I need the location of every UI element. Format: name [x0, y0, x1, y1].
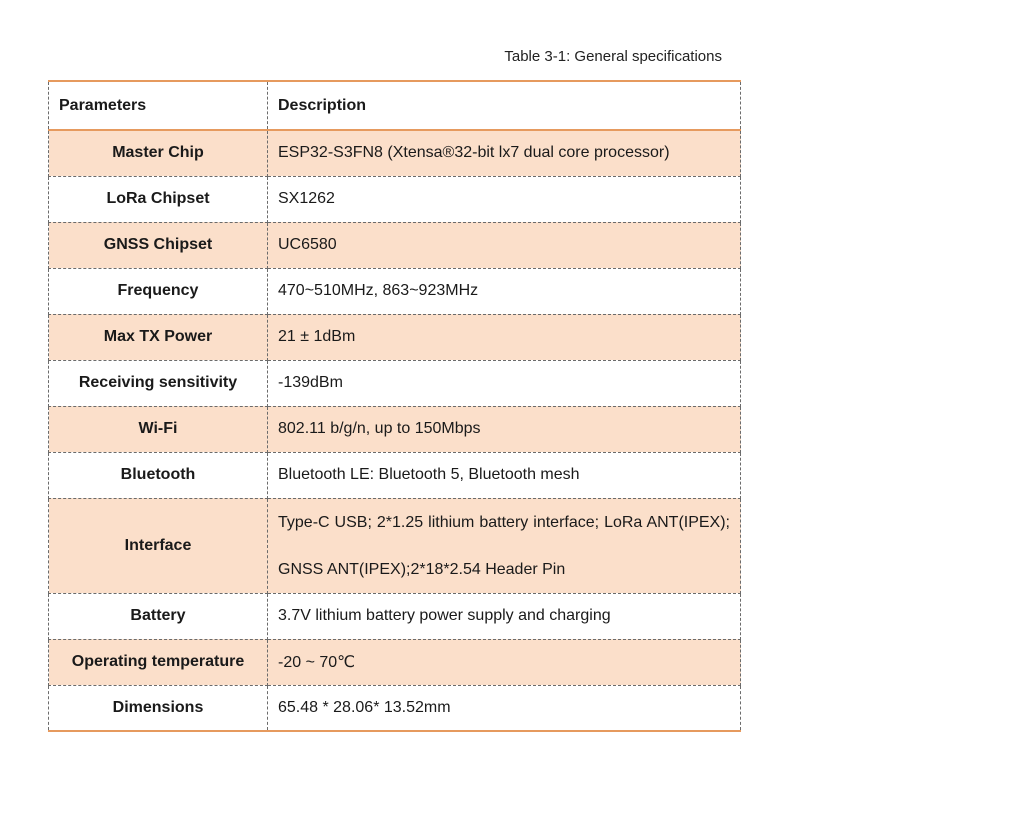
table-row: [49, 639, 741, 685]
desc-operating-temperature: -20 ~ 70℃: [268, 639, 741, 685]
table-row: [49, 360, 741, 406]
table-row: [49, 452, 741, 498]
param-max-tx-power: Max TX Power: [49, 314, 268, 360]
table-row: [49, 593, 741, 639]
param-dimensions: Dimensions: [49, 685, 268, 731]
table-row: [49, 406, 741, 452]
table-header-row: [49, 81, 741, 130]
param-operating-temperature: Operating temperature: [49, 639, 268, 685]
table-row: [49, 130, 741, 176]
param-interface: Interface: [49, 498, 268, 593]
param-frequency: Frequency: [49, 268, 268, 314]
param-wifi: Wi-Fi: [49, 406, 268, 452]
param-master-chip: Master Chip: [49, 130, 268, 176]
desc-dimensions: 65.48 * 28.06* 13.52mm: [268, 685, 741, 731]
table-row: [49, 498, 741, 593]
desc-bluetooth: Bluetooth LE: Bluetooth 5, Bluetooth mesh: [268, 452, 741, 498]
table-row: [49, 685, 741, 731]
desc-interface: Type-C USB; 2*1.25 lithium battery interface; LoRa ANT(IPEX); GNSS ANT(IPEX);2*18*2.54 Header Pin: [268, 498, 741, 593]
table-row: [49, 314, 741, 360]
general-specifications-table: [48, 80, 741, 732]
table-row: [49, 176, 741, 222]
desc-max-tx-power: 21 ± 1dBm: [268, 314, 741, 360]
table-row: [49, 222, 741, 268]
desc-master-chip: ESP32-S3FN8 (Xtensa®32-bit lx7 dual core processor): [268, 130, 741, 176]
desc-wifi: 802.11 b/g/n, up to 150Mbps: [268, 406, 741, 452]
desc-frequency: 470~510MHz, 863~923MHz: [268, 268, 741, 314]
desc-battery: 3.7V lithium battery power supply and charging: [268, 593, 741, 639]
param-lora-chipset: LoRa Chipset: [49, 176, 268, 222]
desc-receiving-sensitivity: -139dBm: [268, 360, 741, 406]
param-gnss-chipset: GNSS Chipset: [49, 222, 268, 268]
table-row: [49, 268, 741, 314]
param-battery: Battery: [49, 593, 268, 639]
param-receiving-sensitivity: Receiving sensitivity: [49, 360, 268, 406]
desc-gnss-chipset: UC6580: [268, 222, 741, 268]
header-description: Description: [268, 81, 741, 130]
table-caption: Table 3-1: General specifications: [504, 48, 722, 65]
param-bluetooth: Bluetooth: [49, 452, 268, 498]
header-parameters: Parameters: [49, 81, 268, 130]
desc-lora-chipset: SX1262: [268, 176, 741, 222]
